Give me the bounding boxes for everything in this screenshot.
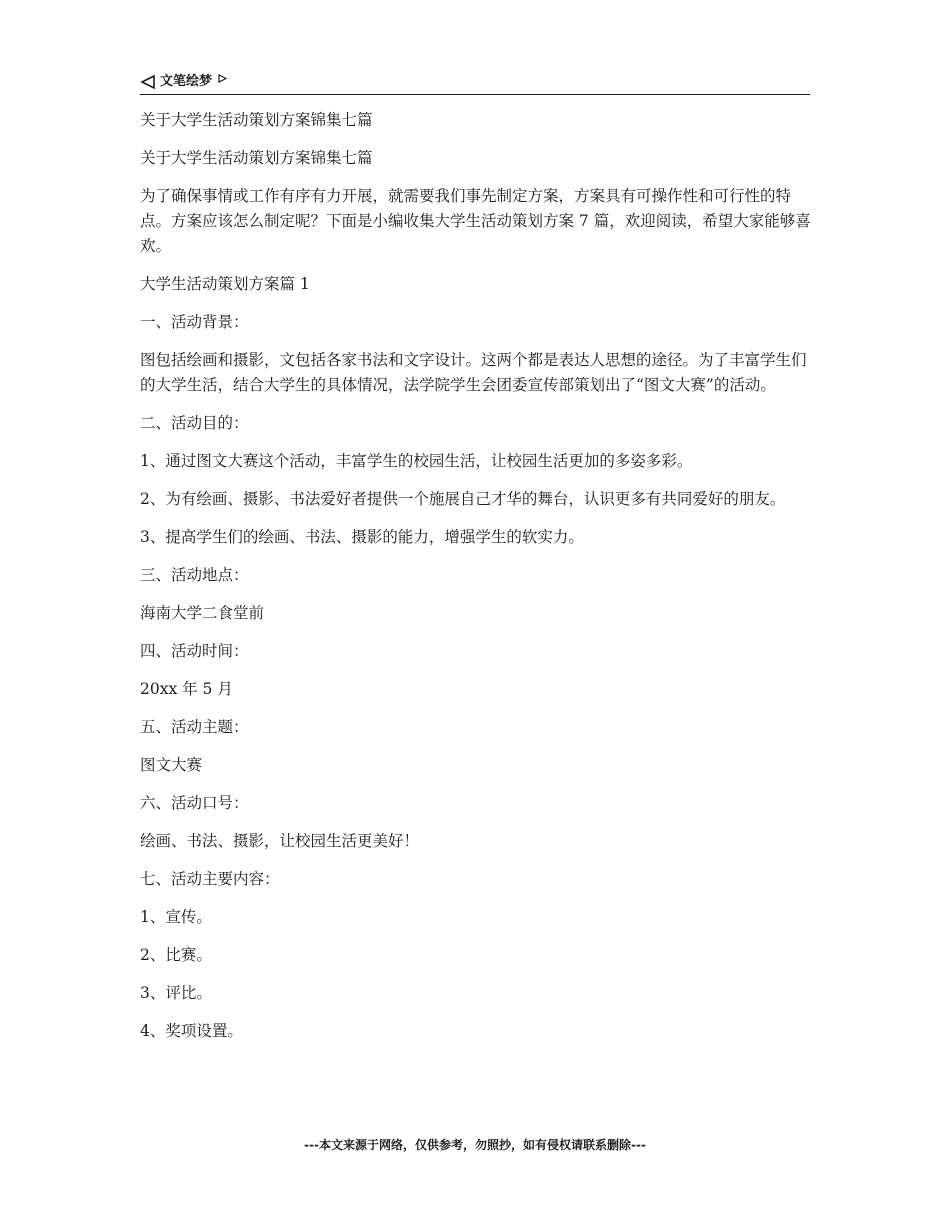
heading-location: 三、活动地点： <box>140 566 249 584</box>
page-header <box>140 72 810 95</box>
brand-name: 文笔绘梦 <box>160 74 213 89</box>
section-title: 大学生活动策划方案篇 1 <box>140 275 310 293</box>
slogan-text: 绘画、书法、摄影，让校园生活更美好！ <box>140 832 420 850</box>
time-text: 20xx 年 5 月 <box>140 680 233 698</box>
purpose-item-3: 3、提高学生们的绘画、书法、摄影的能力，增强学生的软实力。 <box>140 528 584 546</box>
content-item-4: 4、奖项设置。 <box>140 1022 243 1040</box>
heading-background: 一、活动背景： <box>140 313 249 331</box>
heading-slogan: 六、活动口号： <box>140 794 249 812</box>
doc-title: 关于大学生活动策划方案锦集七篇 <box>140 111 373 129</box>
heading-theme: 五、活动主题： <box>140 718 249 736</box>
heading-purpose: 二、活动目的： <box>140 414 249 432</box>
triangle-left-icon <box>140 74 156 90</box>
heading-content: 七、活动主要内容： <box>140 870 280 888</box>
footer-notice: ---本文来源于网络，仅供参考，勿照抄，如有侵权请联系删除--- <box>304 1138 646 1152</box>
doc-subtitle: 关于大学生活动策划方案锦集七篇 <box>140 149 373 167</box>
heading-time: 四、活动时间： <box>140 642 249 660</box>
theme-text: 图文大赛 <box>140 756 203 774</box>
content-item-1: 1、宣传。 <box>140 908 212 926</box>
triangle-right-icon <box>218 74 227 83</box>
location-text: 海南大学二食堂前 <box>140 604 265 622</box>
purpose-item-1: 1、通过图文大赛这个活动，丰富学生的校园生活，让校园生活更加的多姿多彩。 <box>140 452 693 470</box>
purpose-item-2: 2、为有绘画、摄影、书法爱好者提供一个施展自己才华的舞台，认识更多有共同爱好的朋友。 <box>140 490 786 508</box>
content-item-2: 2、比赛。 <box>140 946 212 964</box>
document-body <box>140 108 812 1057</box>
background-text: 图包括绘画和摄影，文包括各家书法和文字设计。这两个都是表达人思想的途径。为了丰富学生们的大学生活，结合大学生的具体情况，法学院学生会团委宣传部策划出了“图文大赛”的活动。 <box>140 351 807 394</box>
content-item-3: 3、评比。 <box>140 984 212 1002</box>
intro-paragraph: 为了确保事情或工作有序有力开展，就需要我们事先制定方案，方案具有可操作性和可行性的特点。方案应该怎么制定呢？下面是小编收集大学生活动策划方案 7 篇，欢迎阅读，希望大家能够喜欢。 <box>140 187 811 255</box>
